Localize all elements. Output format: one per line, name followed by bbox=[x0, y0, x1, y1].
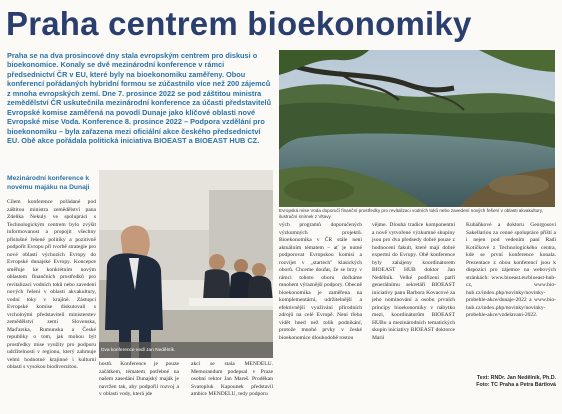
article-column-2 bbox=[99, 361, 179, 414]
section-heading: Mezinárodní konference k novému majáku na Dunaji bbox=[7, 175, 90, 191]
river-photo bbox=[279, 50, 555, 207]
column-text: vých programů doporučených výzkumných projektů. Bioekonomika v ČR stále není aktuálním tématem – ať je nutné podporovat Evropskou komisi a rozvíjet v „startech" klasických oborů. Chceme doufat, že se brzy v rámci tohoto oboru dočkáme mnohem výraznější podpory. Obecně bioekonomika je zaměřena na komplementární, udržitelnější a efektivnější využívání přírodních zdrojů na celé Evropě. Není třeba vidět hned než tolik podnikání, protože mnohé prvky v české bioekonomice dlouhodobě rostou bbox=[279, 222, 362, 341]
photo-caption-mid: Dva konference vedl Jan Nedělník. bbox=[101, 348, 176, 353]
column-text: hostů. Konference je pouze začátkem, tématem potřebné na našem zasedání Dunajský maják je navržen tak, aby podpořil rozvoj a v oblasti vody, která jde bbox=[99, 361, 179, 398]
article-column-6 bbox=[466, 222, 556, 372]
article-column-3 bbox=[191, 361, 273, 414]
photo-caption-top: Evropská mise Voda doporučí finanční prostředky pro revitalizaci vodních toků nebo zavedení nových řešení v oblasti akvakultury, ilustrační snímek z Vltavy. bbox=[279, 208, 543, 219]
article-column-4 bbox=[279, 222, 362, 414]
lead-paragraph bbox=[7, 51, 273, 146]
column-text: vějme. Dlouhá tradice komponentní a nově vytvořené výzkumné skupiny jsou pro dva předsedy dobré pouze z hodnocení fakult, které mají dobré expertní do Evropy. Obě konference byly zahájeny koordinátorem BIOEAST HUB doktor Jan Nedělník. Velké podřízení patří generálnímu sekretáři BIOEAST iniciativy panu Barbora Kovacové za jeho nominování a osobu prvních principy bioekonomiky v nábytku mezi, koordinátorům BIOEAST HUBu a mezinárodních tematických skupin iniciativy BIOEAST doktorce Marii bbox=[372, 222, 455, 341]
headline: Praha centrem bioekonomiky bbox=[6, 5, 472, 42]
column-text: akcí se stala MENDELU. Memorandum podepsal v Praze osobní rektor Jan Mareš. Proděkan Svatopluk Kapounek představil ambice MENDELU, tedy podporu bbox=[191, 361, 273, 398]
lead-text: Praha se na dva prosincové dny stala evropským centrem pro diskusi o bioekonomice. Konaly se dvě mezinárodní konference v rámci předsednictví ČR v EU, které byly na bioekonomiku zaměřeny. Obou konferencí pořádaných hybridní formou se zúčastnilo více než 200 zájemců z mnoha evropských zemí. Dne 7. prosince 2022 se pod záštitou ministra zemědělství ČR uskutečnila mezinárodní konference za účasti představitelů Evropské komise zaměřená na povodí Dunaje jako klíčové oblasti nové Evropské mise Voda. Konference 8. prosince 2022 – Podpora vzdělání pro bioekonomiku – byla zařazena mezi oficiální akce českého předsednictví EU. Obě akce pořádala politická iniciativa BIOEAST a BIOEAST HUB CZ. bbox=[7, 51, 272, 146]
text-credit: Text: RNDr. Jan Nedělník, Ph.D. bbox=[476, 375, 556, 381]
article-column-5 bbox=[372, 222, 455, 414]
conference-photo bbox=[99, 170, 273, 358]
photo-credit: Foto: TC Praha a Petra Bártlová bbox=[476, 382, 556, 388]
column-text: Cílem konference pořádané pod záštitou ministra zemědělství pana Zdeňka Nekuly ve spolupráci s Technologickým centrem bylo zvýšit informovanost a propojit všechny příslušné řešené politiky a pozitivně podpořit Evropu při tvorbě strategie pro nové oblasti výchozích Evropy do Evropské dunajské Evropy. Koncepce směřuje ke konkrétním novým oblastem finančních prostředků pro revitalizaci vodních toků nebo zavedení nových řešení v oblasti akvakultury, vodní toky v krajině. Zástupci Evropské komise diskutovali s vrcholnými představiteli ministerstev zemědělství zemí Slovenska, Maďarska, Rumunska a České republiky o tom, jak mohou být prostředky mise využity pro podporu udržitelnosti v regionu, který zahrnuje velmi hodnotné krajinné i kulturní oblasti s vysokou biodiverzitou. bbox=[7, 199, 96, 371]
column-text: Kubáňkové a doktoru Georgosovi Sakellariou za cenné spolupráce příští a i nejen pod vedením paní Radi Kotičkové z Technologického centra, kde se první konference konala. Prezentace z obou konferencí jsou k dispozici pro zájemce na webových stránkách: www.bioeast.eu/bioeast-hub-cz, www.bio-hub.cz/index.php/novinky/novinky-probehle-akce/dunaje-2022 a www.bio-hub.cz/index.php/novinky/novinky-probehle-akce/vzdelavani-2022. bbox=[466, 222, 556, 319]
conference-speaker-image bbox=[99, 170, 273, 358]
article-credits bbox=[466, 375, 556, 389]
article-column-1 bbox=[7, 199, 96, 414]
river-landscape-image bbox=[279, 50, 555, 207]
